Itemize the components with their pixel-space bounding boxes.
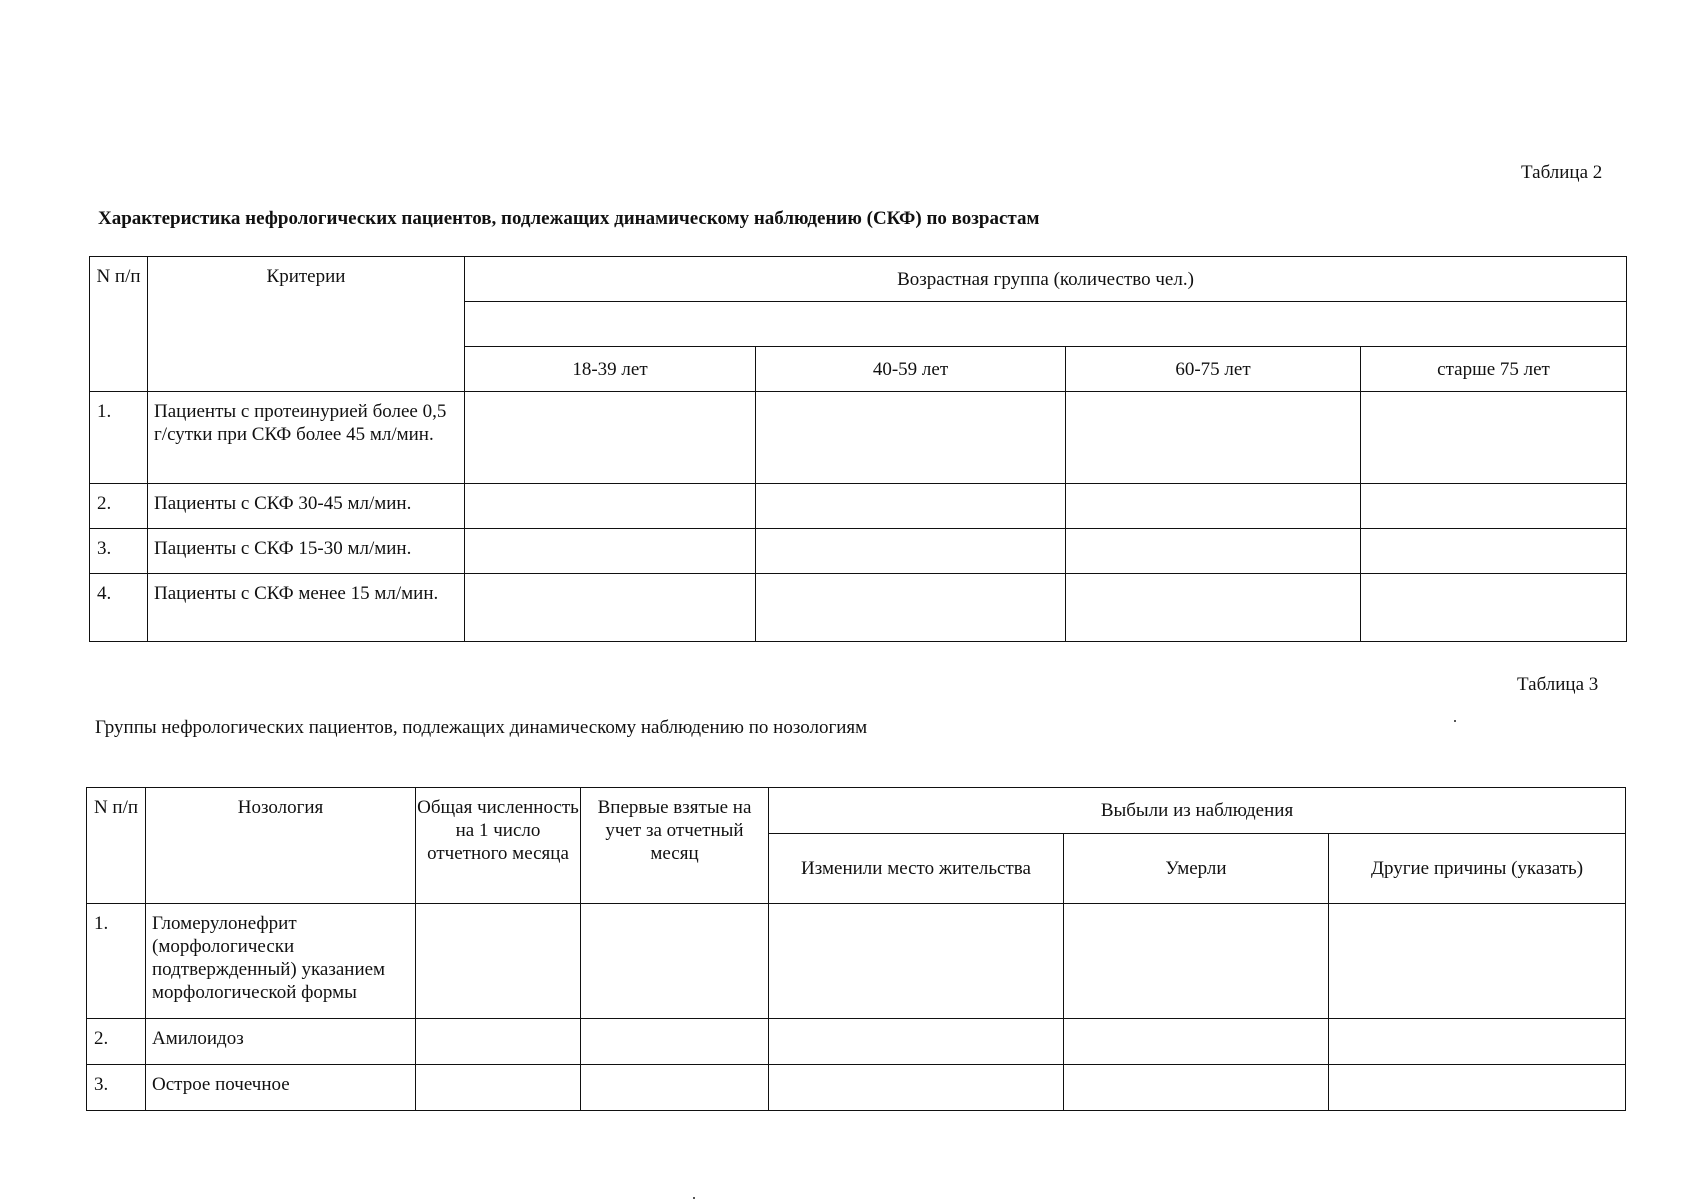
row-num: 1.: [90, 392, 148, 484]
scan-speck: [693, 1197, 695, 1199]
cell: [1066, 529, 1361, 574]
table2-header-age-group: Возрастная группа (количество чел.): [465, 257, 1627, 302]
cell: [465, 574, 756, 642]
table-row: [90, 574, 1627, 642]
cell: [1066, 574, 1361, 642]
cell: [769, 904, 1064, 1019]
cell: [1064, 904, 1329, 1019]
cell: [581, 1019, 769, 1065]
table-row: [90, 484, 1627, 529]
row-nosology: Острое почечное: [146, 1065, 416, 1111]
cell: [1361, 484, 1627, 529]
table3-header-moved: Изменили место жительства: [769, 834, 1064, 904]
row-num: 3.: [90, 529, 148, 574]
table3-title: Группы нефрологических пациентов, подлежащих динамическому наблюдению по нозологиям: [95, 717, 868, 738]
table2-header-age-4: старше 75 лет: [1361, 347, 1627, 392]
row-num: 2.: [87, 1019, 146, 1065]
row-nosology: Гломерулонефрит (морфологически подтвержденный) указанием морфологической формы: [146, 904, 416, 1019]
cell: [756, 529, 1066, 574]
cell: [1361, 392, 1627, 484]
row-num: 3.: [87, 1065, 146, 1111]
cell: [756, 484, 1066, 529]
row-num: 2.: [90, 484, 148, 529]
table3-header-total: Общая численность на 1 число отчетного месяца: [416, 788, 581, 904]
row-num: 1.: [87, 904, 146, 1019]
table2-label: Таблица 2: [1521, 162, 1603, 183]
cell: [769, 1065, 1064, 1111]
row-criteria: Пациенты с СКФ 15-30 мл/мин.: [148, 529, 465, 574]
table-row: [90, 529, 1627, 574]
table3-header-other: Другие причины (указать): [1329, 834, 1626, 904]
cell: [1361, 529, 1627, 574]
cell: [416, 1065, 581, 1111]
table3-header-num: N п/п: [87, 788, 146, 904]
table3: [86, 787, 1626, 1111]
table2-header-age-2: 40-59 лет: [756, 347, 1066, 392]
row-num: 4.: [90, 574, 148, 642]
table-row: [87, 1065, 1626, 1111]
cell: [581, 1065, 769, 1111]
table3-header-new: Впервые взятые на учет за отчетный месяц: [581, 788, 769, 904]
table-row: [87, 1019, 1626, 1065]
cell: [416, 1019, 581, 1065]
cell: [1329, 1065, 1626, 1111]
cell: [465, 484, 756, 529]
cell: [1064, 1065, 1329, 1111]
cell: [1064, 1019, 1329, 1065]
table2-title: Характеристика нефрологических пациентов, подлежащих динамическому наблюдению (СКФ) по возрастам: [98, 208, 1040, 229]
cell: [1066, 392, 1361, 484]
row-criteria: Пациенты с СКФ 30-45 мл/мин.: [148, 484, 465, 529]
table2-header-criteria: Критерии: [148, 257, 465, 392]
cell: [756, 392, 1066, 484]
table2-header-age-3: 60-75 лет: [1066, 347, 1361, 392]
cell: [416, 904, 581, 1019]
cell: [1329, 1019, 1626, 1065]
table2-header-age-1: 18-39 лет: [465, 347, 756, 392]
table3-header-nosology: Нозология: [146, 788, 416, 904]
cell: [1066, 484, 1361, 529]
cell: [756, 574, 1066, 642]
table2-header-num: N п/п: [90, 257, 148, 392]
table3-header-dropped: Выбыли из наблюдения: [769, 788, 1626, 834]
table3-label: Таблица 3: [1517, 674, 1599, 695]
cell: [1361, 574, 1627, 642]
cell: [1329, 904, 1626, 1019]
cell: [465, 392, 756, 484]
cell: [581, 904, 769, 1019]
table-row: [87, 904, 1626, 1019]
cell: [465, 529, 756, 574]
cell: [769, 1019, 1064, 1065]
table2: [89, 256, 1627, 642]
table2-header-empty: [465, 302, 1627, 347]
row-criteria: Пациенты с протеинурией более 0,5 г/сутки при СКФ более 45 мл/мин.: [148, 392, 465, 484]
table3-header-died: Умерли: [1064, 834, 1329, 904]
table-row: [90, 392, 1627, 484]
scan-speck: [1454, 720, 1456, 722]
row-nosology: Амилоидоз: [146, 1019, 416, 1065]
row-criteria: Пациенты с СКФ менее 15 мл/мин.: [148, 574, 465, 642]
